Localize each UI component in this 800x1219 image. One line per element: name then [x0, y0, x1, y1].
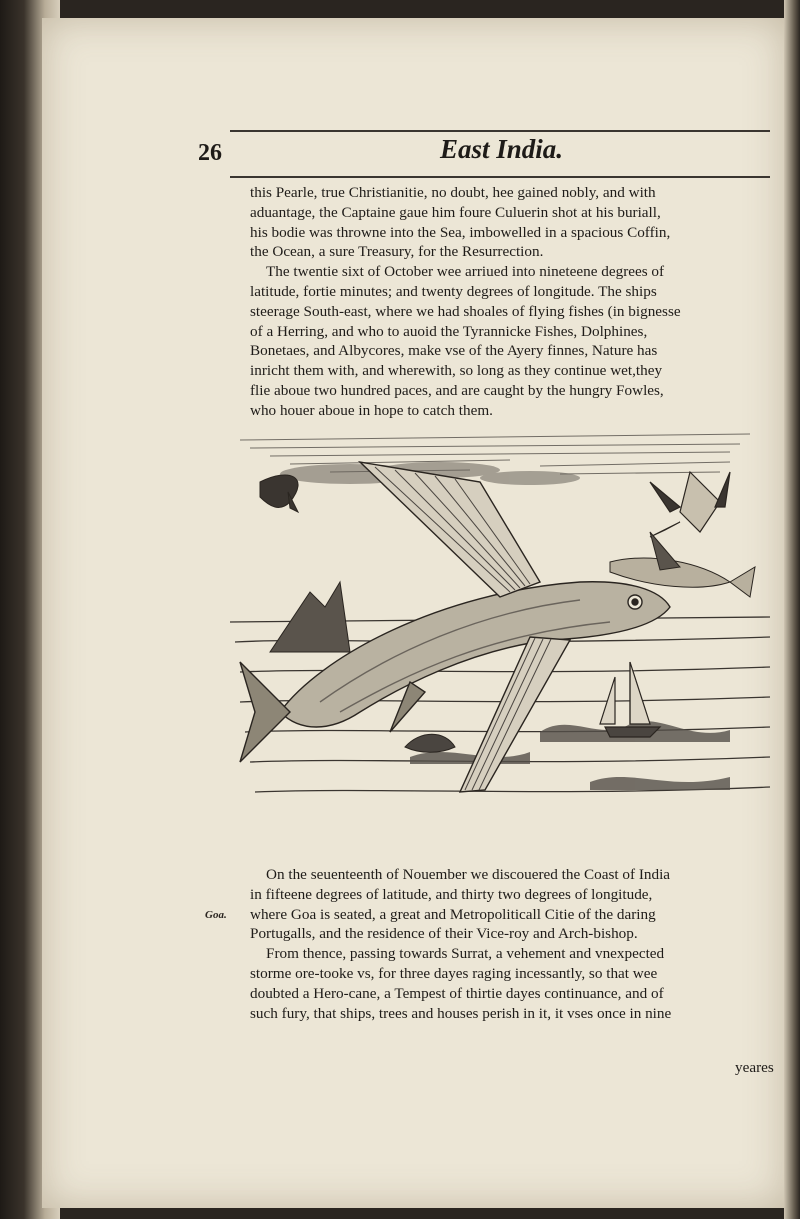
margin-note: Goa.: [205, 909, 227, 921]
text-line: where Goa is seated, a great and Metropoliticall Citie of the daring: [250, 905, 656, 923]
text-line: his bodie was throwne into the Sea, imbowelled in a spacious Coffin,: [250, 223, 671, 241]
top-paragraphs: [250, 183, 770, 421]
catchword: yeares: [735, 1059, 774, 1076]
text-line: The twentie sixt of October wee arriued into nineteene degrees of: [266, 263, 665, 281]
text-line: From thence, passing towards Surrat, a vehement and vnexpected: [266, 945, 665, 963]
header-rule-bottom: [230, 176, 770, 178]
bird-right-icon: [650, 472, 730, 537]
text-line: in fifteene degrees of latitude, and thirty two degrees of longitude,: [250, 885, 653, 903]
flying-fish-engraving: [210, 412, 785, 852]
page-edge: [784, 0, 800, 1219]
text-line: storme ore-tooke vs, for three dayes raging incessantly, so that wee: [250, 964, 658, 982]
island-icon: [270, 582, 350, 652]
text-line: such fury, that ships, trees and houses perish in it, it vses once in nine: [250, 1004, 672, 1022]
text-line: flie aboue two hundred paces, and are caught by the hungry Fowles,: [250, 381, 664, 399]
text-line: this Pearle, true Christianitie, no doubt, hee gained nobly, and with: [250, 184, 656, 201]
page-number: 26: [198, 140, 222, 166]
dolphin-icon: [405, 734, 455, 752]
text-line: aduantage, the Captaine gaue him foure Culuerin shot at his buriall,: [250, 203, 661, 221]
text-line: On the seuenteenth of Nouember we discouered the Coast of India: [266, 866, 671, 883]
text-line: Bonetaes, and Albycores, make vse of the Ayery finnes, Nature has: [250, 342, 658, 360]
text-line: inricht them with, and wherewith, so long as they continue wet,they: [250, 362, 663, 380]
text-line: steerage South-east, where we had shoales of flying fishes (in bignesse: [250, 302, 681, 320]
bird-left-icon: [260, 475, 298, 512]
text-line: the Ocean, a sure Treasury, for the Resurrection.: [250, 243, 544, 261]
header-rule-top: [230, 130, 770, 132]
text-line: who houer aboue in hope to catch them.: [250, 401, 493, 419]
text-line: doubted a Hero-cane, a Tempest of thirtie dayes continuance, and of: [250, 984, 664, 1002]
text-line: Portugalls, and the residence of their Vice-roy and Arch-bishop.: [250, 925, 638, 943]
text-line: of a Herring, and who to auoid the Tyrannicke Fishes, Dolphines,: [250, 322, 648, 340]
bottom-paragraphs: [250, 865, 770, 1023]
running-head: East India.: [440, 134, 564, 164]
text-line: latitude, fortie minutes; and twenty degrees of longitude. The ships: [250, 282, 657, 300]
